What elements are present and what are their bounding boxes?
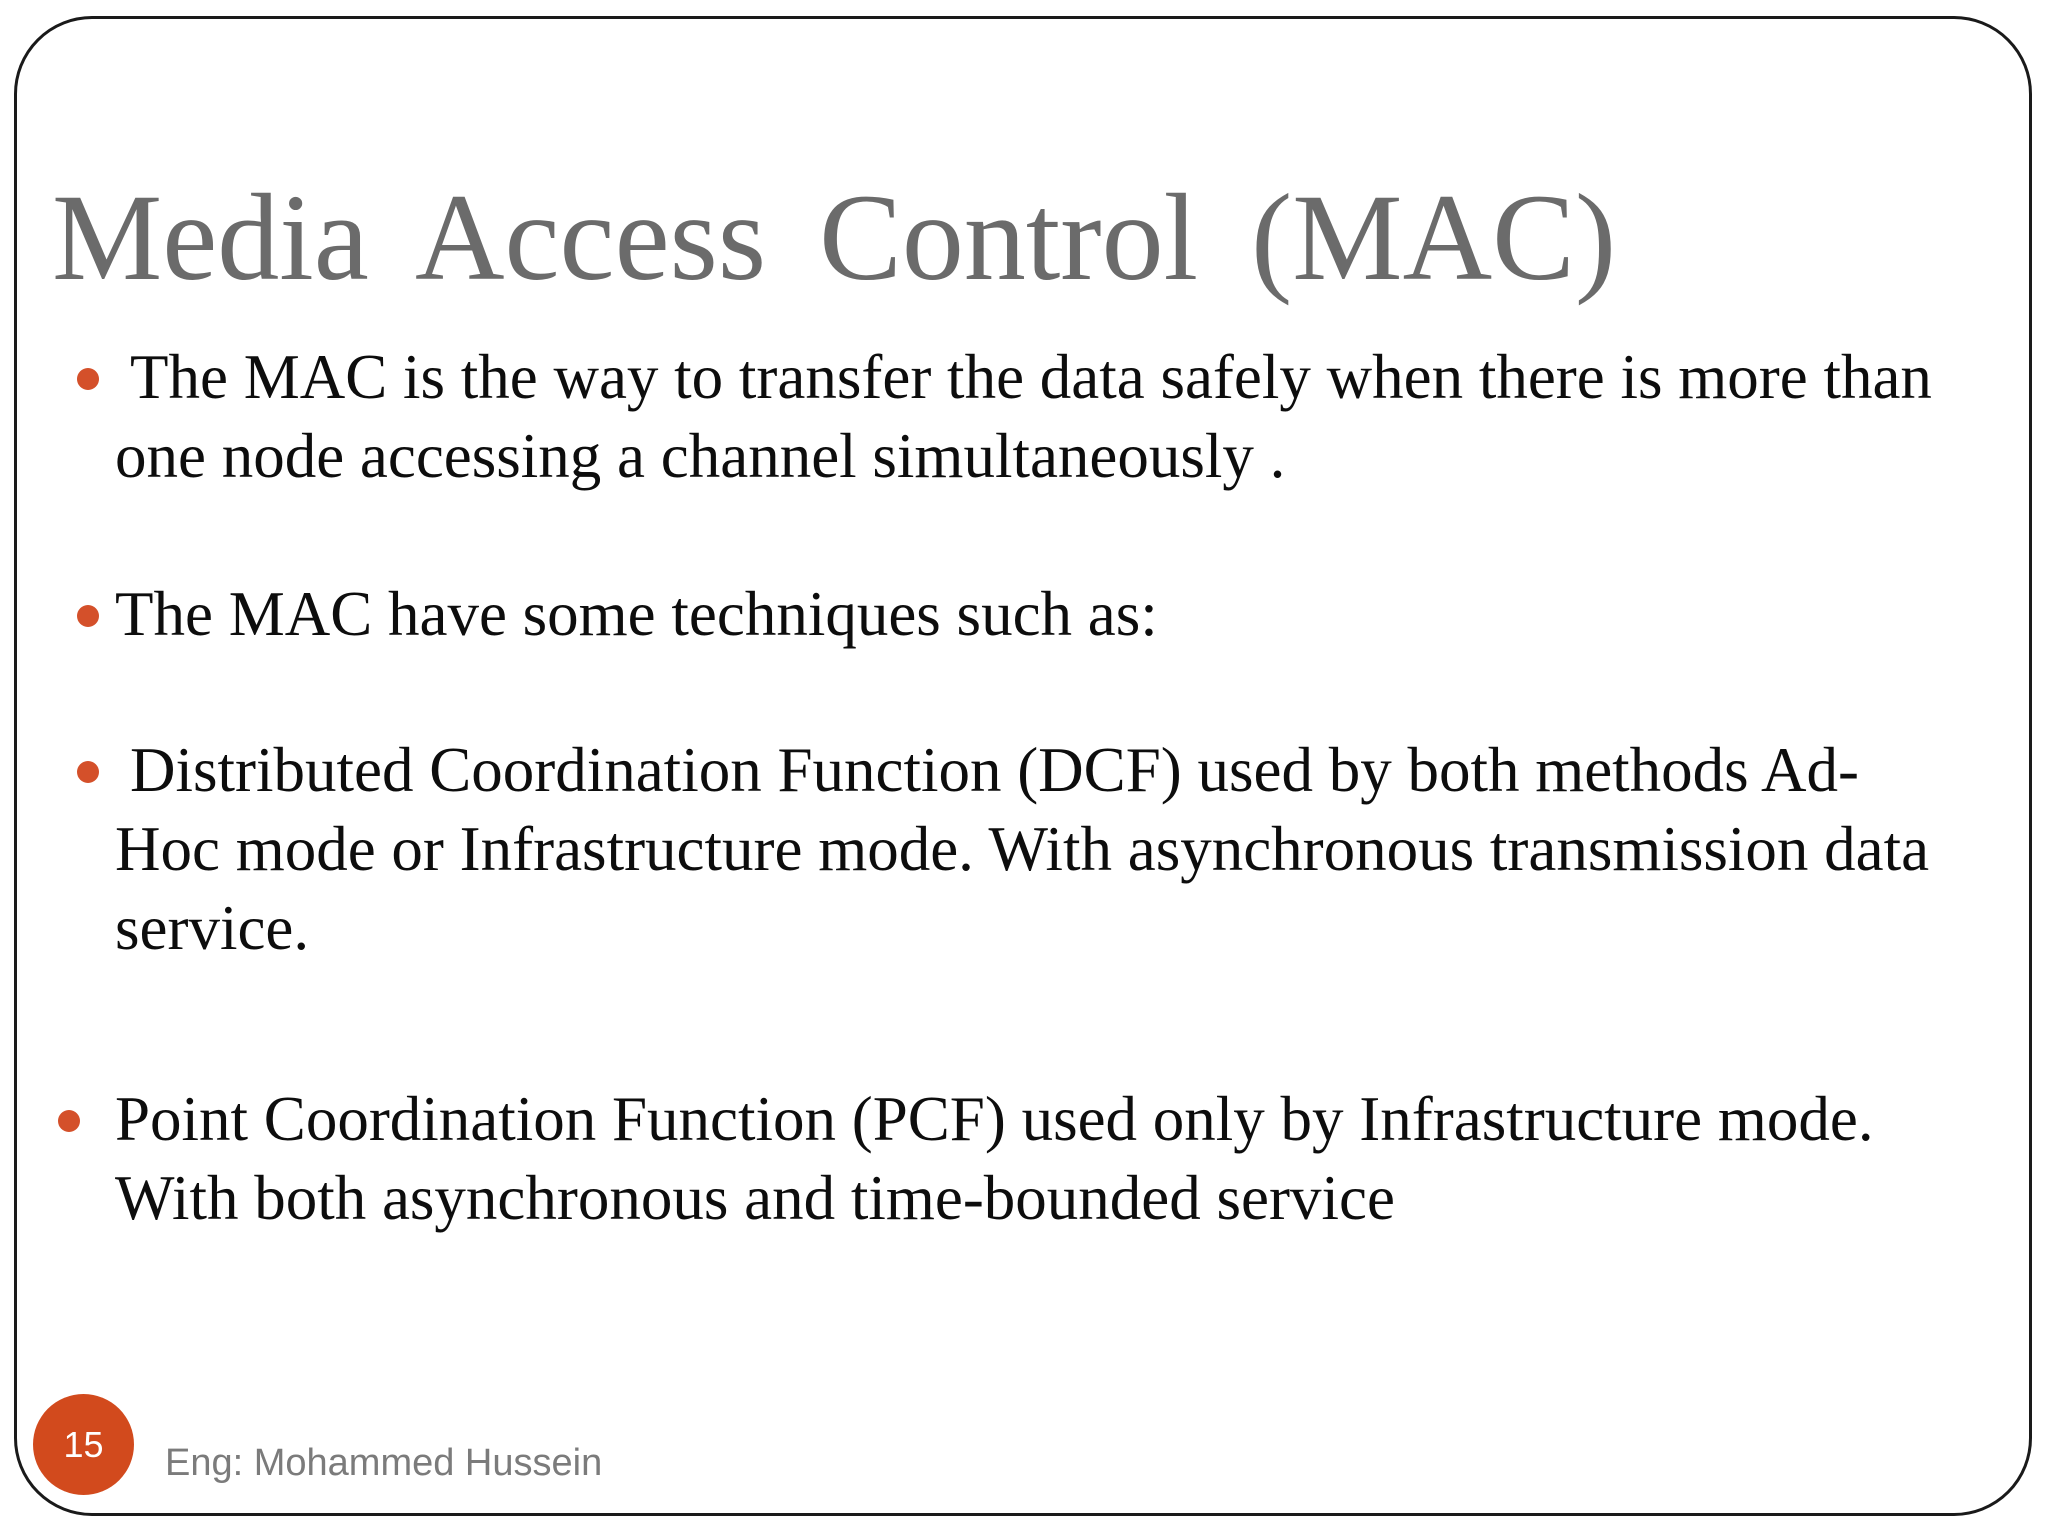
page-number-badge: 15 [33, 1394, 134, 1495]
bullet-dot-icon [77, 761, 99, 783]
bullet-text: Distributed Coordination Function (DCF) used by both methods Ad-Hoc mode or Infrastructure mode. With asynchronous transmission data service. [115, 735, 1930, 963]
bullet-text: The MAC have some techniques such as: [115, 579, 1158, 649]
bullet-dot-icon [77, 368, 99, 390]
bullet-dot-icon [58, 1110, 80, 1132]
slide-title: Media Access Control (MAC) [52, 169, 1617, 306]
bullet-text: Point Coordination Function (PCF) used only by Infrastructure mode. With both asynchronous and time-bounded service [115, 1084, 1874, 1233]
bullet-dot-icon [77, 605, 99, 627]
footer-author: Eng: Mohammed Hussein [165, 1442, 603, 1484]
bullet-text: The MAC is the way to transfer the data safely when there is more than one node accessing a channel simultaneously . [115, 342, 1932, 491]
